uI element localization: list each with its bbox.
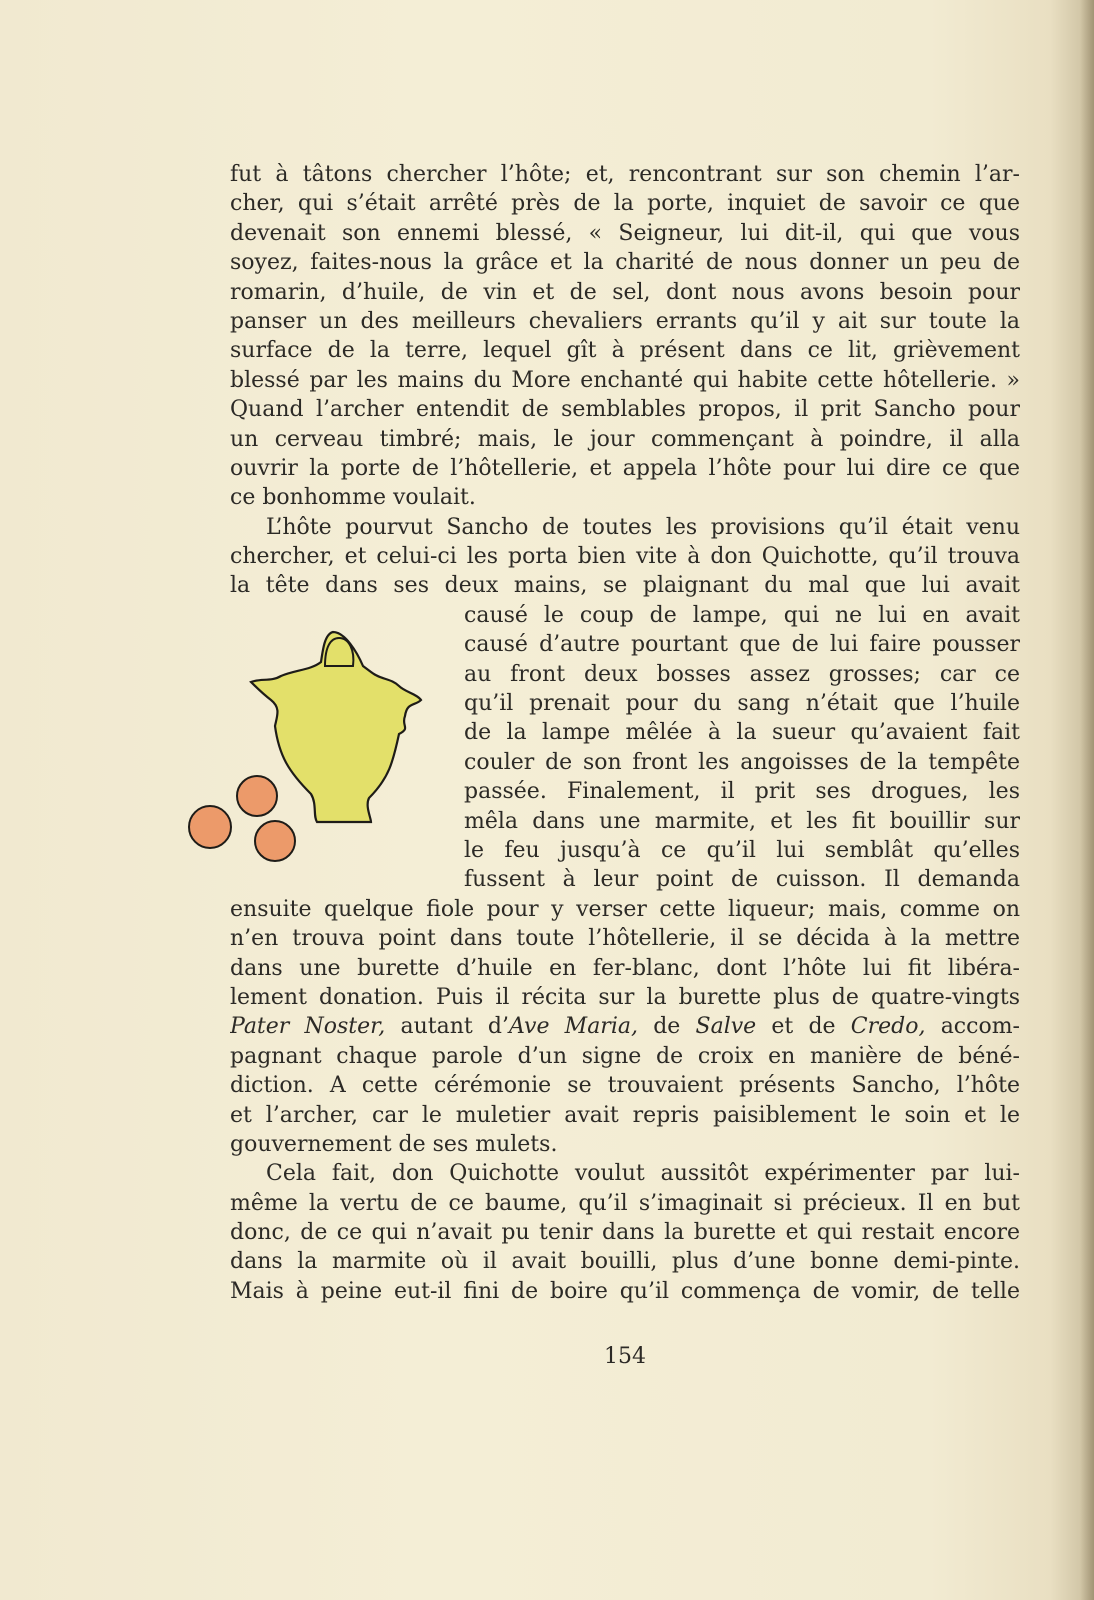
text-line: ce bonhomme voulait. <box>230 485 476 511</box>
page-number: 154 <box>604 1344 646 1369</box>
text-line: même la vertu de ce baume, qu’il s’imaginait si précieux. Il en but <box>230 1190 1020 1216</box>
text-line: soyez, faites-nous la grâce et la charité de nous donner un peu de <box>230 250 1020 276</box>
wrapped-text-line: au front deux bosses assez grosses; car ce <box>464 661 1020 687</box>
text-line: pagnant chaque parole d’un signe de croix en manière de béné- <box>230 1043 1020 1069</box>
wrapped-text-line: causé le coup de lampe, qui ne lui en avait <box>464 602 1020 628</box>
wrapped-text-line: de la lampe mêlée à la sueur qu’avaient fait <box>464 720 1020 746</box>
wrapped-text-line: mêla dans une marmite, et les fit bouillir sur <box>464 808 1020 834</box>
italic-credo: Credo, <box>850 1014 926 1040</box>
italic-ave-maria: Ave Maria, <box>509 1014 638 1040</box>
wrapped-text-line: fussent à leur point de cuisson. Il demanda <box>464 867 1020 893</box>
text-line: donc, de ce qui n’avait pu tenir dans la burette et qui restait encore <box>230 1220 1020 1246</box>
text-line: et l’archer, car le muletier avait repris paisiblement le soin et le <box>230 1102 1020 1128</box>
text-line-with-italics <box>230 1012 1020 1041</box>
wrapped-text-line: passée. Finalement, il prit ses drogues, les <box>464 779 1020 805</box>
jar-and-oranges-illustration <box>185 622 445 882</box>
orange-icon <box>255 821 295 861</box>
text-line: dans une burette d’huile en fer-blanc, dont l’hôte lui fit libéra- <box>230 955 1020 981</box>
text-line: Mais à peine eut-il fini de boire qu’il commença de vomir, de telle <box>230 1278 1020 1304</box>
text-line: blessé par les mains du More enchanté qui habite cette hôtellerie. » <box>230 367 1020 393</box>
text-line: chercher, et celui-ci les porta bien vite à don Quichotte, qu’il trouva <box>230 544 1020 570</box>
text-line: n’en trouva point dans toute l’hôtellerie, il se décida à la mettre <box>230 926 1020 952</box>
text-fragment: accom- <box>925 1014 1020 1040</box>
text-line: la tête dans ses deux mains, se plaignant du mal que lui avait <box>230 573 1020 599</box>
text-line: panser un des meilleurs chevaliers errants qu’il y ait sur toute la <box>230 308 1020 334</box>
wrapped-text-line: couler de son front les angoisses de la tempête <box>464 749 1020 775</box>
text-line: devenait son ennemi blessé, « Seigneur, lui dit-il, qui que vous <box>230 220 1020 246</box>
paragraph-start-line: L’hôte pourvut Sancho de toutes les provisions qu’il était venu <box>266 514 1020 540</box>
text-fragment: et de <box>756 1014 851 1040</box>
text-line: lement donation. Puis il récita sur la burette plus de quatre-vingts <box>230 984 1020 1010</box>
text-line: Quand l’archer entendit de semblables propos, il prit Sancho pour <box>230 397 1020 423</box>
text-line: diction. A cette cérémonie se trouvaient présents Sancho, l’hôte <box>230 1073 1020 1099</box>
text-line: dans la marmite où il avait bouilli, plus d’une bonne demi-pinte. <box>230 1249 1020 1275</box>
text-line: gouvernement de ses mulets. <box>230 1131 558 1157</box>
text-line: un cerveau timbré; mais, le jour commençant à poindre, il alla <box>230 426 1020 452</box>
wrapped-text-line: le feu jusqu’à ce qu’il lui semblât qu’elles <box>464 837 1020 863</box>
italic-pater-noster: Pater Noster, <box>230 1014 386 1040</box>
text-line: surface de la terre, lequel gît à présent dans ce lit, grièvement <box>230 338 1020 364</box>
text-line: ouvrir la porte de l’hôtellerie, et appela l’hôte pour lui dire ce que <box>230 455 1020 481</box>
orange-icon <box>237 776 277 816</box>
paragraph-start-line: Cela fait, don Quichotte voulut aussitôt expérimenter par lui- <box>266 1161 1020 1187</box>
wrapped-text-line: qu’il prenait pour du sang n’était que l’huile <box>464 691 1020 717</box>
wrapped-text-line: causé d’autre pourtant que de lui faire pousser <box>464 632 1020 658</box>
text-line: cher, qui s’était arrêté près de la porte, inquiet de savoir ce que <box>230 191 1020 217</box>
italic-salve: Salve <box>695 1014 757 1040</box>
text-fragment: autant d’ <box>385 1014 510 1040</box>
orange-icon <box>189 806 231 848</box>
text-fragment: de <box>637 1014 696 1040</box>
text-line: romarin, d’huile, de vin et de sel, dont nous avons besoin pour <box>230 279 1020 305</box>
text-line: ensuite quelque fiole pour y verser cette liqueur; mais, comme on <box>230 896 1020 922</box>
text-line: fut à tâtons chercher l’hôte; et, rencontrant sur son chemin l’ar- <box>230 162 1020 187</box>
